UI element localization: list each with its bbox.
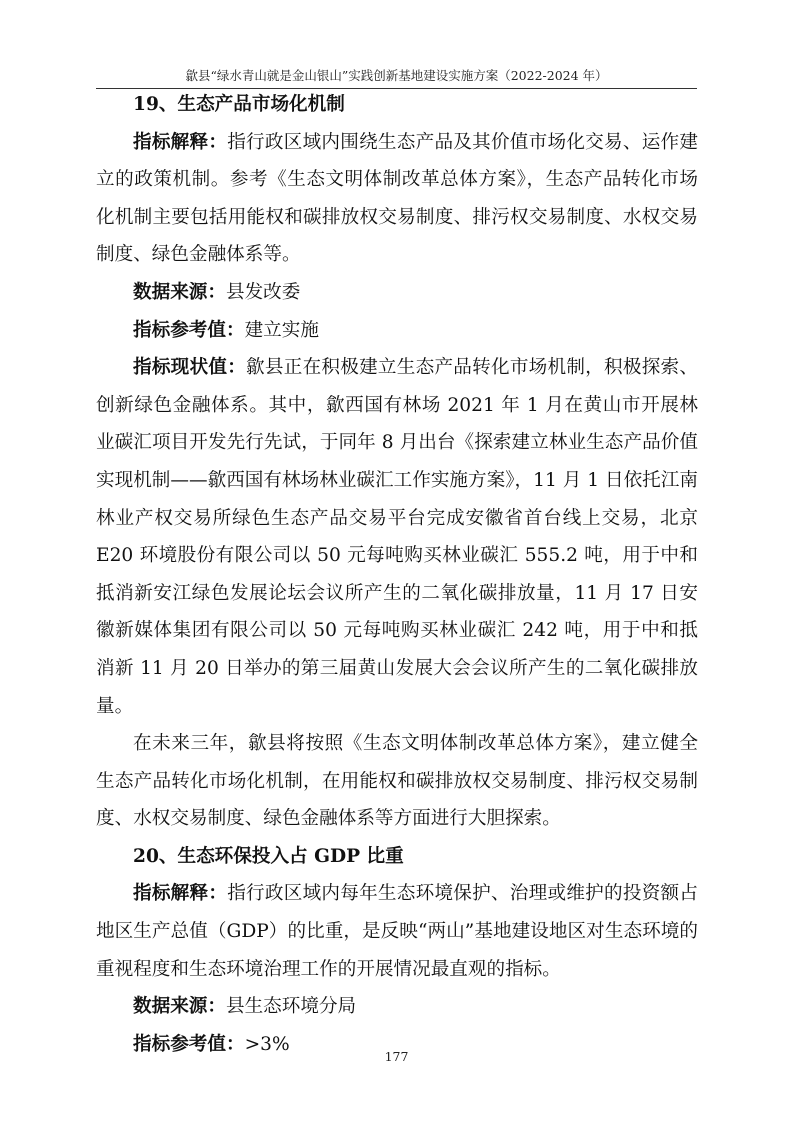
explanation-text: 指行政区域内每年生态环境保护、治理或维护的投资额占地区生产总值（GDP）的比重，是反映“两山”基地建设地区对生态环境的重视程度和生态环境治理工作的开展情况最直观的指标。 bbox=[96, 883, 698, 980]
section-20-explanation bbox=[96, 875, 698, 988]
explanation-label: 指标解释： bbox=[133, 883, 228, 905]
page-number: 177 bbox=[384, 1049, 409, 1064]
reference-value-text: >3% bbox=[244, 1033, 290, 1055]
reference-value-label: 指标参考值： bbox=[133, 1033, 245, 1055]
section-19-current-status bbox=[96, 349, 698, 725]
data-source-text: 县发改委 bbox=[225, 281, 301, 303]
section-19-data-source bbox=[96, 274, 698, 312]
section-19-reference-value bbox=[96, 312, 698, 350]
section-20-data-source bbox=[96, 988, 698, 1026]
explanation-label: 指标解释： bbox=[133, 131, 228, 153]
current-status-text: 歙县正在积极建立生态产品转化市场机制，积极探索、创新绿色金融体系。其中，歙西国有林场 2021 年 1 月在黄山市开展林业碳汇项目开发先行先试，于同年 8 月出台《探索建立林业生态产品价值实现机制——歙西国有林场林业碳汇工作实施方案》，11 月 1 日依托江南林业产权交易所绿色生态产品交易平台完成安徽省首台线上交易，北京 E20 环境股份有限公司以 50 元每吨购买林业碳汇 555.2 吨，用于中和抵消新安江绿色发展论坛会议所产生的二氧化碳排放量，11 月 17 日安徽新媒体集团有限公司以 50 元每吨购买林业碳汇 242 吨，用于中和抵消新 11 月 20 日举办的第三届黄山发展大会会议所产生的二氧化碳排放量。 bbox=[96, 357, 698, 717]
explanation-text: 指行政区域内围绕生态产品及其价值市场化交易、运作建立的政策机制。参考《生态文明体制改革总体方案》，生态产品转化市场化机制主要包括用能权和碳排放权交易制度、排污权交易制度、水权交易制度、绿色金融体系等。 bbox=[96, 131, 698, 266]
page-header: 歙县“绿水青山就是金山银山”实践创新基地建设实施方案（2022-2024 年） bbox=[185, 68, 608, 83]
section-19-future-plan: 在未来三年，歙县将按照《生态文明体制改革总体方案》，建立健全生态产品转化市场化机制，在用能权和碳排放权交易制度、排污权交易制度、水权交易制度、绿色金融体系等方面进行大胆探索。 bbox=[96, 733, 698, 830]
section-19-explanation bbox=[96, 124, 698, 274]
reference-value-label: 指标参考值： bbox=[133, 319, 245, 341]
section-20-heading: 20、生态环保投入占 GDP 比重 bbox=[133, 845, 404, 867]
data-source-text: 县生态环境分局 bbox=[225, 996, 357, 1018]
document-body bbox=[96, 86, 698, 1063]
section-19-heading: 19、生态产品市场化机制 bbox=[133, 94, 345, 115]
data-source-label: 数据来源： bbox=[133, 281, 226, 303]
current-status-label: 指标现状值： bbox=[133, 357, 247, 379]
data-source-label: 数据来源： bbox=[133, 996, 226, 1018]
reference-value-text: 建立实施 bbox=[244, 319, 319, 341]
